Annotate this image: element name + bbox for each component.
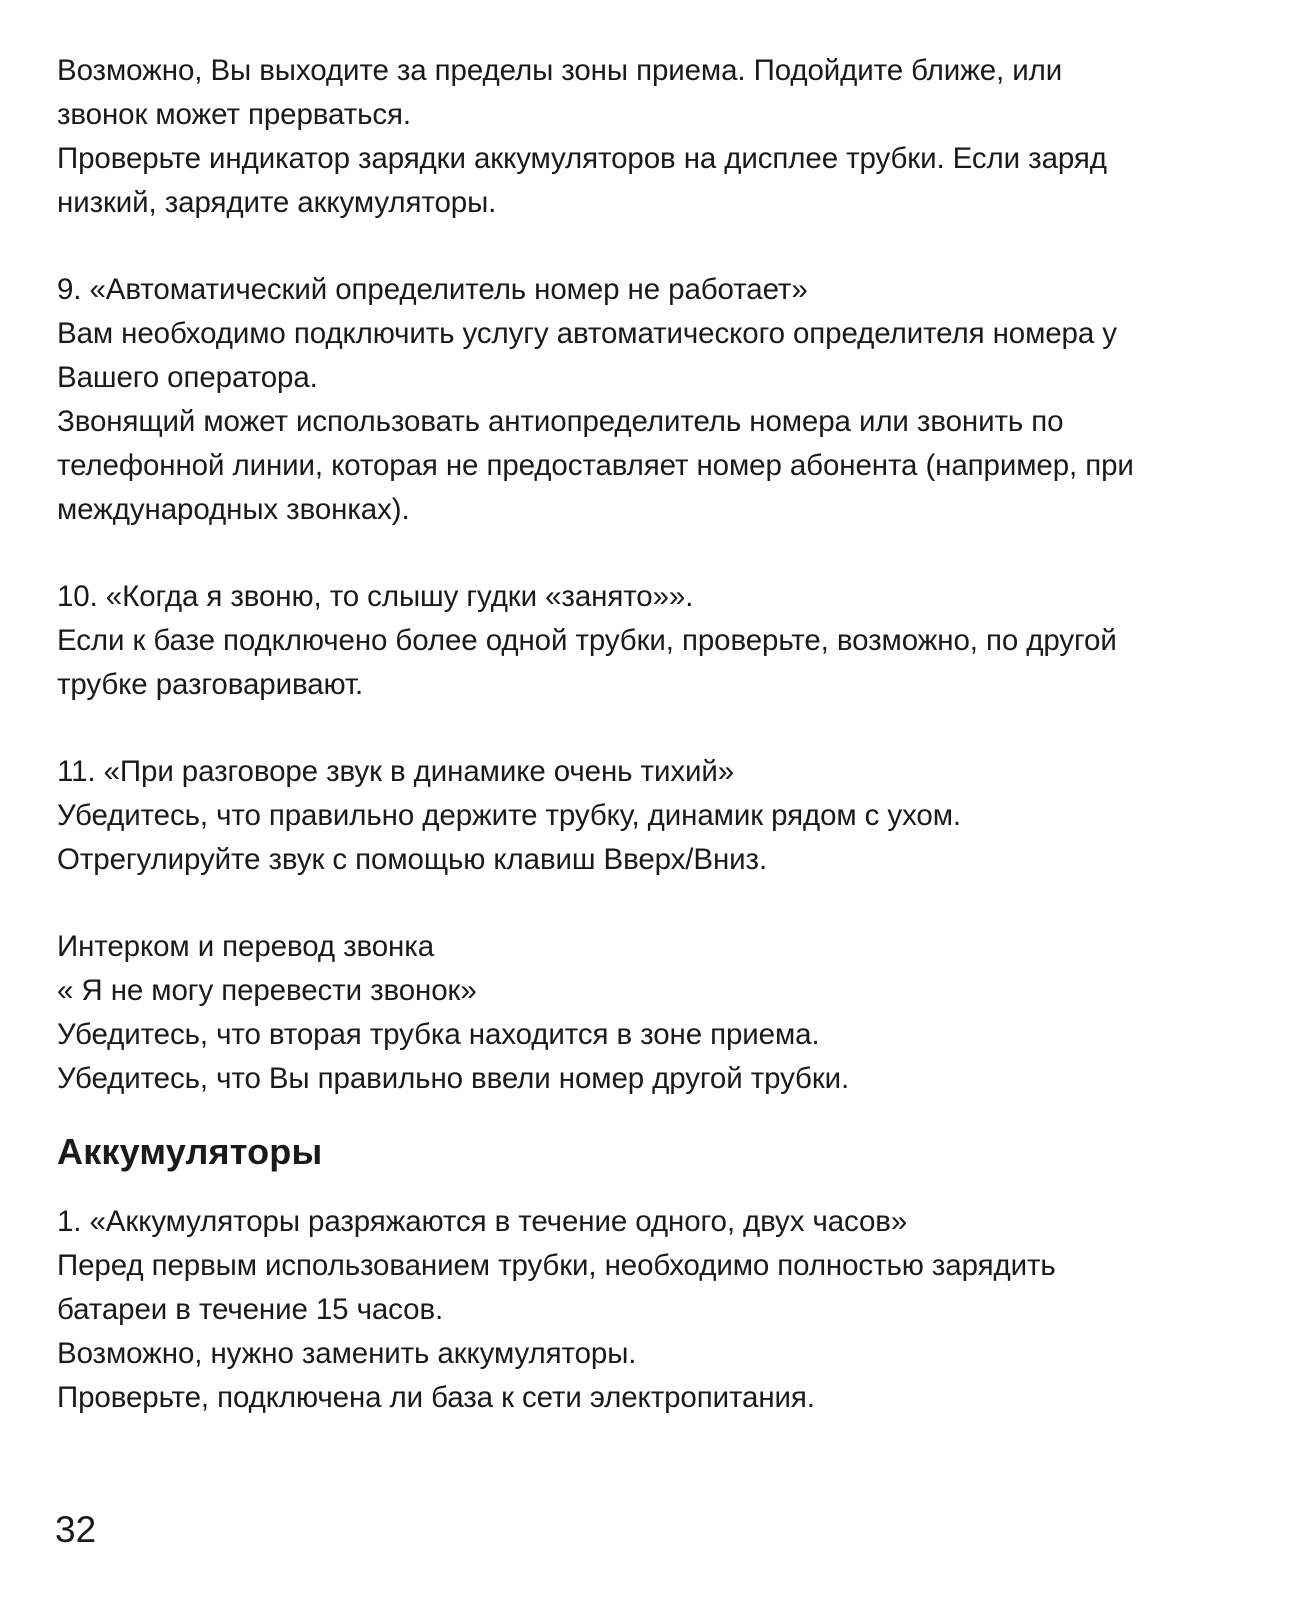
text-line: Проверьте индикатор зарядки аккумуляторов на дисплее трубки. Если заряд xyxy=(57,142,1107,175)
text-line: батареи в течение 15 часов. xyxy=(57,1293,444,1326)
paragraph-item-11 xyxy=(57,750,1267,882)
paragraph-spacer xyxy=(57,532,1267,575)
item-title: « Я не могу перевести звонок» xyxy=(57,974,477,1007)
text-line: Перед первым использованием трубки, необходимо полностью зарядить xyxy=(57,1249,1056,1282)
item-title: 1. «Аккумуляторы разряжаются в течение одного, двух часов» xyxy=(57,1205,908,1238)
paragraph-batteries-item-1 xyxy=(57,1200,1267,1420)
page-number: 32 xyxy=(55,1509,97,1550)
item-title: 9. «Автоматический определитель номер не работает» xyxy=(57,273,808,306)
text-line: Убедитесь, что Вы правильно ввели номер другой трубки. xyxy=(57,1062,850,1095)
text-line: Проверьте, подключена ли база к сети электропитания. xyxy=(57,1381,815,1414)
text-line: Если к базе подключено более одной трубки, проверьте, возможно, по другой xyxy=(57,624,1117,657)
text-line: звонок может прерваться. xyxy=(57,98,411,131)
section-heading: Аккумуляторы xyxy=(57,1131,323,1172)
text-line: Убедитесь, что правильно держите трубку, динамик рядом с ухом. xyxy=(57,799,961,832)
paragraph-spacer xyxy=(57,882,1267,925)
text-line: низкий, зарядите аккумуляторы. xyxy=(57,186,497,219)
paragraph-intro xyxy=(57,49,1267,225)
text-line: международных звонках). xyxy=(57,493,410,526)
paragraph-spacer xyxy=(57,707,1267,750)
text-line: телефонной линии, которая не предоставляет номер абонента (например, при xyxy=(57,449,1134,482)
text-line: Звонящий может использовать антиопределитель номера или звонить по xyxy=(57,405,1064,438)
text-line: Возможно, Вы выходите за пределы зоны приема. Подойдите ближе, или xyxy=(57,54,1063,87)
item-title: 11. «При разговоре звук в динамике очень тихий» xyxy=(57,755,735,788)
text-line: Убедитесь, что вторая трубка находится в зоне приема. xyxy=(57,1018,820,1051)
item-title: 10. «Когда я звоню, то слышу гудки «занято»». xyxy=(57,580,694,613)
text-line: Отрегулируйте звук с помощью клавиш Вверх/Вниз. xyxy=(57,843,768,876)
paragraph-item-9 xyxy=(57,268,1267,532)
paragraph-spacer xyxy=(57,225,1267,268)
paragraph-item-10 xyxy=(57,575,1267,707)
text-line: Возможно, нужно заменить аккумуляторы. xyxy=(57,1337,637,1370)
text-line: Вам необходимо подключить услугу автоматического определителя номера у xyxy=(57,317,1117,350)
manual-page-body xyxy=(57,49,1267,1420)
text-line: трубке разговаривают. xyxy=(57,668,364,701)
text-line: Вашего оператора. xyxy=(57,361,318,394)
paragraph-intercom xyxy=(57,925,1267,1101)
subsection-title: Интерком и перевод звонка xyxy=(57,930,435,963)
